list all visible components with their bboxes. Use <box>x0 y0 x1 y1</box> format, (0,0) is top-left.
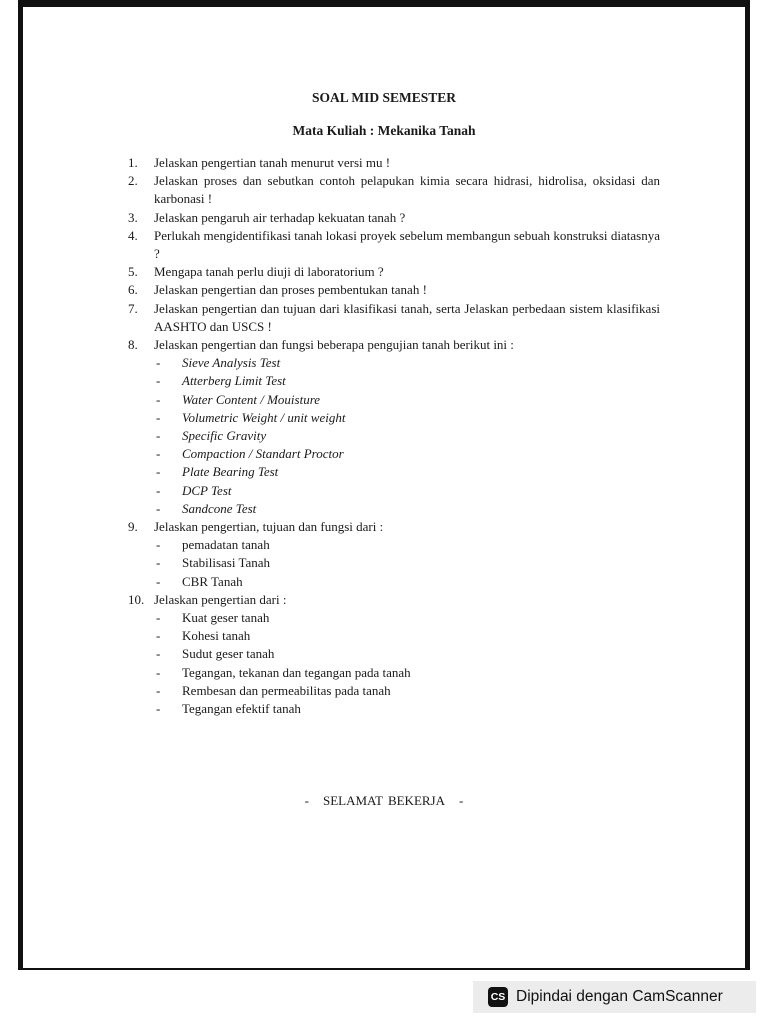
bullet-dash: - <box>156 701 161 717</box>
bullet-dash: - <box>156 409 161 425</box>
question-item <box>128 300 660 336</box>
question-number: 5. <box>128 264 138 280</box>
closing-line <box>23 793 745 809</box>
watermark-label: Dipindai dengan CamScanner <box>516 988 723 1005</box>
question-number: 2. <box>128 173 138 189</box>
closing-dash-right: - <box>459 793 464 808</box>
sub-item-text: Rembesan dan permeabilitas pada tanah <box>182 682 391 698</box>
question-text: Jelaskan pengertian dan tujuan dari klasifikasi tanah, serta Jelaskan perbedaan sistem klasifikasi AASHTO dan USCS ! <box>154 300 660 334</box>
sub-item <box>154 427 660 445</box>
bullet-dash: - <box>156 537 161 553</box>
sub-item-text: Volumetric Weight / unit weight <box>182 409 346 425</box>
camscanner-logo-icon: CS <box>488 987 508 1007</box>
question-number: 8. <box>128 337 138 353</box>
question-text: Jelaskan pengertian dan fungsi beberapa pengujian tanah berikut ini : <box>154 337 514 353</box>
question-item <box>128 518 660 536</box>
sub-item <box>154 573 660 591</box>
closing-text: SELAMAT BEKERJA <box>322 793 446 808</box>
sub-item-text: Sudut geser tanah <box>182 646 275 662</box>
sub-item-text: Kohesi tanah <box>182 628 251 644</box>
sub-item-text: Stabilisasi Tanah <box>182 555 271 571</box>
document-subtitle: Mata Kuliah : Mekanika Tanah <box>292 123 476 138</box>
question-number: 4. <box>128 227 138 243</box>
camscanner-watermark <box>473 981 756 1013</box>
sub-item <box>154 463 660 481</box>
question-item <box>128 227 660 263</box>
sub-item-text: Plate Bearing Test <box>182 464 279 480</box>
document-title: SOAL MID SEMESTER <box>311 90 457 105</box>
question-list <box>128 154 660 718</box>
bullet-dash: - <box>156 573 161 589</box>
sub-item-text: CBR Tanah <box>182 573 243 589</box>
scan-border-top <box>18 0 749 7</box>
question-text: Perlukah mengidentifikasi tanah lokasi proyek sebelum membangun sebuah konstruksi diatasnya ? <box>154 227 660 262</box>
sub-item-text: Sandcone Test <box>182 500 257 516</box>
sub-item-text: DCP Test <box>182 482 232 498</box>
bullet-dash: - <box>156 646 161 662</box>
sub-item-text: pemadatan tanah <box>182 537 270 553</box>
bullet-dash: - <box>156 464 161 480</box>
bullet-dash: - <box>156 391 161 407</box>
question-number: 3. <box>128 209 138 225</box>
question-text: Jelaskan pengertian dari : <box>154 591 287 607</box>
sub-item <box>154 409 660 427</box>
bullet-dash: - <box>156 500 161 516</box>
bullet-dash: - <box>156 482 161 498</box>
closing-dash-left: - <box>304 793 309 808</box>
bullet-dash: - <box>156 446 161 462</box>
question-number: 7. <box>128 300 138 316</box>
bullet-dash: - <box>156 428 161 444</box>
question-item <box>128 263 660 281</box>
sub-item <box>154 500 660 518</box>
question-text: Jelaskan pengertian dan proses pembentukan tanah ! <box>154 282 427 298</box>
sub-item <box>154 482 660 500</box>
question-item <box>128 154 660 172</box>
question-number: 6. <box>128 282 138 298</box>
question-text: Mengapa tanah perlu diuji di laboratorium ? <box>154 264 384 280</box>
bullet-dash: - <box>156 610 161 626</box>
scan-border-right <box>745 0 750 970</box>
sub-item <box>154 645 660 663</box>
sub-item <box>154 354 660 372</box>
question-item <box>128 281 660 299</box>
sub-item <box>154 664 660 682</box>
sub-item <box>154 445 660 463</box>
question-number: 1. <box>128 155 138 170</box>
question-text: Jelaskan pengaruh air terhadap kekuatan tanah ? <box>154 209 406 225</box>
sub-item <box>154 536 660 554</box>
bullet-dash: - <box>156 664 161 680</box>
sub-item-text: Tegangan efektif tanah <box>182 701 301 717</box>
scan-border-bottom <box>18 968 749 970</box>
sub-item <box>154 627 660 645</box>
sub-item <box>154 700 660 718</box>
sub-item-text: Kuat geser tanah <box>182 610 270 626</box>
question-item <box>128 172 660 208</box>
sub-item <box>154 609 660 627</box>
sub-item-text: Water Content / Mouisture <box>182 391 321 407</box>
question-text: Jelaskan pengertian tanah menurut versi mu ! <box>154 155 391 170</box>
sub-item-text: Specific Gravity <box>182 428 267 444</box>
sub-item <box>154 391 660 409</box>
question-number: 9. <box>128 519 138 535</box>
document-page <box>23 7 745 968</box>
question-item <box>128 591 660 609</box>
bullet-dash: - <box>156 555 161 571</box>
question-text: Jelaskan proses dan sebutkan contoh pelapukan kimia secara hidrasi, hidrolisa, oksidasi dan karbonasi ! <box>154 173 660 207</box>
sub-item <box>154 554 660 572</box>
question-text: Jelaskan pengertian, tujuan dan fungsi dari : <box>154 519 384 535</box>
question-number: 10. <box>128 591 145 607</box>
sub-item <box>154 682 660 700</box>
sub-item-text: Sieve Analysis Test <box>182 355 281 371</box>
bullet-dash: - <box>156 355 161 371</box>
bullet-dash: - <box>156 373 161 389</box>
question-item <box>128 209 660 227</box>
sub-item-text: Compaction / Standart Proctor <box>182 446 344 462</box>
bullet-dash: - <box>156 682 161 698</box>
question-item <box>128 336 660 354</box>
sub-item-text: Atterberg Limit Test <box>182 373 286 389</box>
sub-item <box>154 372 660 390</box>
sub-item-text: Tegangan, tekanan dan tegangan pada tanah <box>182 664 411 680</box>
bullet-dash: - <box>156 628 161 644</box>
